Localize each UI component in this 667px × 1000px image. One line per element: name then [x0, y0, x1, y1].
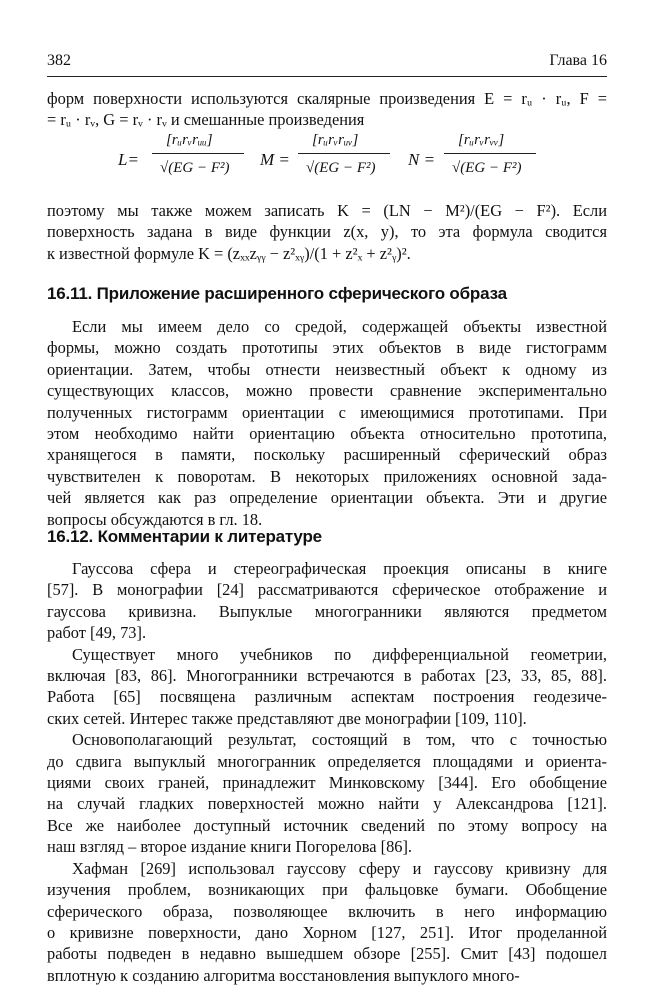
text-line: циями своих граней, принадлежит Минковскому [344]. Его обобщение [47, 773, 607, 793]
formula-L-denominator: √(EG − F²) [160, 160, 230, 176]
formula-L-numerator: [rᵤrᵥrᵤᵤ] [166, 132, 213, 148]
text-line: Все же наиболее доступный источник сведений по этому вопросу на [47, 815, 607, 835]
section-16-12-body [47, 558, 607, 986]
formula-N-lhs: N = [408, 150, 436, 169]
text-line: к известной формуле K = (zₓₓzᵧᵧ − z²ₓᵧ)/(1 + z²ₓ + z²ᵧ)². [47, 243, 411, 263]
text-line: Если мы имеем дело со средой, содержащей объекты известной [72, 317, 607, 336]
text-line: Хафман [269] использовал гауссову сферу и гауссову кривизну для [72, 858, 607, 878]
section-heading-16-12: 16.12. Комментарии к литературе [47, 527, 322, 546]
text-line: полученных гистограмм ориентации с имеющимися прототипами. При [47, 402, 607, 422]
section-heading-16-11: 16.11. Приложение расширенного сферического образа [47, 284, 507, 303]
fraction-bar [152, 153, 244, 154]
page-number: 382 [47, 52, 71, 69]
text-line: гауссова кривизна. Выпуклые многогранники являются предметом [47, 601, 607, 621]
text-line: этом необходимо найти ориентацию объекта относительно прототипа, [47, 424, 607, 444]
text-line: наш взгляд – второе издание книги Погорелова [86]. [47, 837, 413, 857]
text-line: сферического образа, позволяющее включить в него информацию [47, 901, 607, 921]
text-line: включая [83, 86]. Многогранники встречаются в работах [23, 33, 85, 88]. [47, 666, 607, 686]
text-line: Существует много учебников по дифференциальной геометрии, [72, 644, 607, 664]
fraction-bar [444, 153, 536, 154]
chapter-title: Глава 16 [549, 52, 607, 69]
curvature-formulas [118, 128, 548, 188]
text-line: работ [49, 73]. [47, 623, 147, 643]
section-16-11-body [47, 316, 607, 530]
text-line: Работа [65] посвящена различным аспектам построения геодезиче- [47, 687, 607, 707]
formula-L-lhs: L= [118, 150, 139, 169]
running-header [47, 52, 607, 76]
text-line: существующих классов, можно провести сравнение экспериментально [47, 381, 607, 401]
intro-paragraph [47, 88, 607, 131]
formula-M-lhs: M = [260, 150, 290, 169]
text-line: изучения проблем, возникающих при фальцовке бумаги. Обобщение [47, 880, 607, 900]
text-line: [57]. В монографии [24] рассматриваются сферическое отображение и [47, 580, 607, 600]
formula-N-numerator: [rᵤrᵥrᵥᵥ] [458, 132, 505, 148]
text-line: чувствителен к поворотам. В некоторых приложениях основной зада- [47, 466, 607, 486]
formula-M-numerator: [rᵤrᵥrᵤᵥ] [312, 132, 359, 148]
text-line: о кривизне поверхности, дано Хорном [127, 251]. Итог проделанной [47, 922, 607, 942]
text-line: вопросы обсуждаются в гл. 18. [47, 509, 263, 529]
formula-M-denominator: √(EG − F²) [306, 160, 376, 176]
text-line: хранящегося в памяти, поскольку расширенный сферический образ [47, 445, 607, 465]
text-line: Гауссова сфера и стереографическая проекция описаны в книге [72, 559, 607, 578]
text-line: до сдвига выпуклый многогранник определяется площадями и ориента- [47, 751, 607, 771]
text-line: вплотную к созданию алгоритма восстановления выпуклого много- [47, 965, 520, 985]
text-line: Основополагающий результат, состоящий в том, что с точностью [72, 730, 607, 750]
fraction-bar [298, 153, 390, 154]
after-formula-paragraph [47, 200, 607, 264]
text-line: формы, можно создать прототипы этих объектов в виде гистограмм [47, 338, 607, 358]
text-line: работы подведен в недавно вышедшем обзоре [255]. Смит [43] подошел [47, 944, 607, 964]
text-line: чей является как раз определение ориентации объекта. Эти и другие [47, 488, 607, 508]
text-line: ориентации. Затем, чтобы отнести неизвестный объект к одному из [47, 359, 607, 379]
text-line: поверхность задана в виде функции z(x, y), то эта формула сводится [47, 222, 607, 242]
text-line: форм поверхности используются скалярные произведения E = rᵤ · rᵤ, F = [47, 89, 607, 108]
text-line: ских сетей. Интерес также представляют две монографии [109, 110]. [47, 708, 527, 728]
text-line: на случай гладких поверхностей можно найти у Александрова [121]. [47, 794, 607, 814]
header-rule [47, 76, 607, 77]
formula-N-denominator: √(EG − F²) [452, 160, 522, 176]
text-line: поэтому мы также можем записать K = (LN − M²)/(EG − F²). Если [47, 201, 607, 220]
text-line: = rᵤ · rᵥ, G = rᵥ · rᵥ и смешанные произведения [47, 110, 365, 130]
